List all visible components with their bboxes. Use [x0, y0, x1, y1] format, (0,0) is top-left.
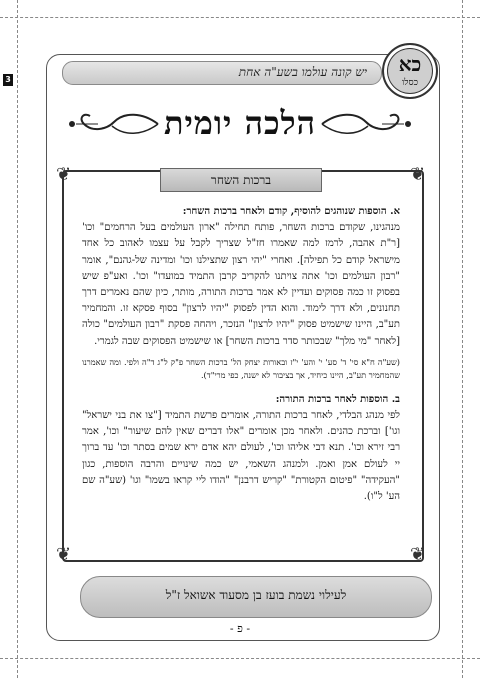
corner-ornament-icon: ❦	[410, 544, 426, 565]
corner-ornament-icon: ❦	[410, 164, 426, 185]
paragraph-a-text: מנהגינו, שקודם ברכות השחר, פותח תחילה "ארון העולמים בעל הרחמים" וכו' [ר"ת אהבה, לרמז למה שאמרו חז"ל שצריך לקבל על עצמו לאהוב כל אחד מישראל קודם כל תפילה]. ואחרי "יהי רצון שתצילנו וכו' ומדינה של-גהנם", אומר "רבון העולמים וכו' אתה צויתנו להקריב קרבן התמיד במועדו" וכו'. ואע"פ שיש בפסוק זו כמה פסוקים ועדיין לא אמר ברכות התורה, מותר, כיון שהם נאמרים דרך תחנונים, ולא דרך לימוד. והוא הדין לפסוק "יהיו לרצון" בסוף פסקא זו. והמחמיר תע"ב, היינו שישמיט פסוק "יהיו לרצון" הנזכר, ויהחה פסקת "רבון העולמים" כולה [לאחר "מי מלך" שבכותר סדר ברכות השחר] או שישמיט הפסוקים שבה לגמרי.	[82, 222, 400, 347]
header-banner-text: יש קונה עולמו בשע"ה אחת	[238, 65, 367, 79]
title-flourish-right-icon	[318, 108, 418, 140]
cut-line-bottom	[0, 658, 480, 659]
paragraph-a-heading: א. הוספות שנוהגים להוסיף, קודם ולאחר ברכות השחר:	[182, 206, 400, 217]
corner-ornament-icon: ❦	[56, 164, 72, 185]
dedication-text: לעילוי נשמת בועז בן מסעוד אשואל ז"ל	[165, 588, 347, 602]
section-title: ברכות השחר	[160, 168, 322, 192]
dedication-banner	[80, 576, 432, 618]
header-banner	[62, 61, 382, 85]
paragraph-b-heading: ב. הוספות לאחר ברכות התורה:	[275, 393, 400, 405]
cut-line-left	[17, 0, 18, 678]
date-emblem	[382, 43, 438, 99]
cut-line-top	[0, 17, 480, 18]
date-emblem-day: כא	[398, 52, 422, 76]
paragraph-a-source: (שע"ה ח"א סי' ד' סע' י' והע' י"ז ובאורות יצחק הל' ברכות השחר פ"ק ל"ג ד"ה ולפי. ומה שאמרנו שהמחמיר תע"ב, היינו כיחיד, אך בציבור לא ישנה, כפי מרי"ד).	[82, 356, 400, 380]
corner-ornament-icon: ❦	[56, 544, 72, 565]
date-emblem-month: כסלו	[401, 78, 419, 88]
page-title: הלכה יומית	[163, 104, 316, 142]
footer-page-number: - פ -	[229, 622, 251, 635]
halacha-body	[82, 204, 400, 511]
side-page-number: 3	[3, 74, 13, 86]
cut-line-right	[462, 0, 463, 678]
paragraph-b-text: לפי מנהג הבלדי, לאחר ברכות התורה, אומרים פרשת התמיד ["צו את בני ישראל" וגו'] וברכת כהנים. ולאחר מכן אומרים "אלו דברים שאין להם שיעור" וכו', אמר רבי זירא וכו'. תנא דבי אליהו וכו', לעולם יהא אדם ירא שמים בסתר וכו' עד ברוך יי לעולם אמן ואמן. ולמנהג השאמי, יש כמה שינויים והרבה הוספות, כגון "העקידה" "פיטום הקטורת" "קריש דרבנן" "הודו ליי קראו בשמו" וגו' (שע"ה שם הע' ל"ו).	[82, 410, 400, 503]
